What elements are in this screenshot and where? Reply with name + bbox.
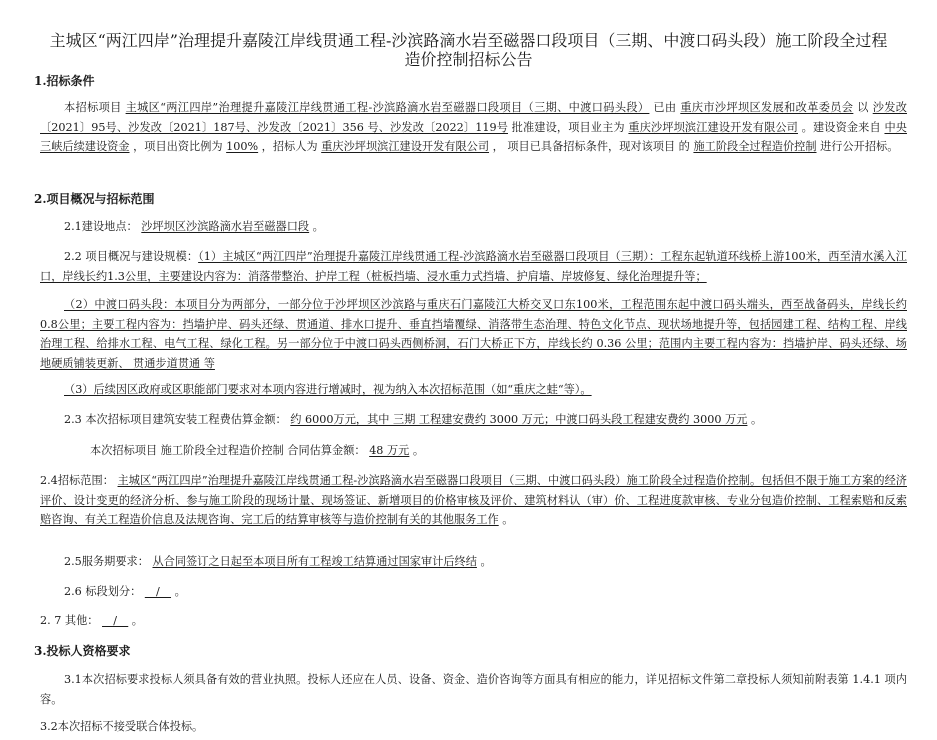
text: 进行公开招标。 — [816, 140, 899, 153]
lot-division — [64, 584, 186, 599]
funding-ratio: 100% — [226, 140, 259, 153]
project-name: 主城区“两江四岸”治理提升嘉陵江岸线贯通工程-沙滨路滴水岩至磁器口段项目（三期、中渡口码头段） — [125, 101, 650, 114]
section-2-heading — [34, 192, 155, 207]
text: 。建设资金来自 — [797, 120, 885, 134]
fund-source: 中央三峡后续建设资金 — [40, 120, 907, 153]
section-heading-text: 2.项目概况与招标范围 — [34, 192, 155, 206]
range-text: 主城区“两江四岸”治理提升嘉陵江岸线贯通工程-沙滨路滴水岩至磁器口段项目（三期、中渡口码头段）施工阶段全过程造价控制。包括但不限于施工方案的经济评价、设计变更的经济分析、参与施工阶段的现场计量、现场签证、新增项目的价格审核及评价、建筑材料认（审）价、工程进度款审核、专业分包造价控制、工程索赔和反索赔咨询、有关工程造价信息及法规咨询、完工后的结算审核等与造价控制有关的其他服务工作 — [40, 474, 907, 526]
label: 2. 7 其他： — [40, 614, 99, 627]
qualification-3-2: 3.2本次招标不接受联合体投标。 — [40, 720, 204, 733]
label: 2.6 标段划分： — [64, 585, 142, 598]
label: 2.5服务期要求： — [64, 555, 149, 568]
text: 。 — [409, 444, 425, 457]
text: 已由 — [649, 101, 681, 114]
qualification-3-1: 3.1本次招标要求投标人须具备有效的营业执照。投标人还应在人员、设备、资金、造价咨询等方面具有相应的能力，详见招标文件第二章投标人须知前附表第 1.4.1 项内容。 — [40, 673, 907, 706]
text: 批准建设，项目业主为 — [508, 120, 629, 134]
section-3-heading — [34, 644, 131, 659]
overview-text: （2）中渡口码头段：本项目分为两部分，一部分位于沙坪坝区沙滨路与重庆石门嘉陵江大桥交叉口东100米，工程范围东起中渡口码头端头，西至战备码头，岸线长约 0.8公里；主要工程内容为：挡墙护岸、码头还绿、贯通道、排水口提升、垂直挡墙覆绿、消落带生态治理、特色文化节点、现状场地提升等，包括园建工程、结构工程、岸线治理工程、给排水工程、电气工程、绿化工程。另一部分位于中渡口码头西侧桥洞，石门大桥正下方，岸线长约 0.36 公里；范围内主要工程内容为：挡墙护岸、码头还绿、场地硬质铺装更新、 贯通步道贯通 等 — [40, 298, 907, 370]
contract-estimate — [90, 443, 424, 458]
estimated-cost — [64, 412, 762, 427]
tenderer: 重庆沙坪坝滨江建设开发有限公司 — [321, 140, 490, 153]
label: 本次招标项目 施工阶段全过程造价控制 合同估算金额： — [90, 444, 366, 457]
overview-text: （3）后续因区政府或区职能部门要求对本项内容进行增减时，视为纳入本次招标范围（如“重庆之蛙“等）。 — [64, 383, 592, 396]
text: 。 — [747, 413, 763, 426]
project-overview-1 — [40, 247, 907, 286]
approval-documents: 沙发改〔2021〕95号、沙发改〔2021〕187号、沙发改〔2021〕356 号、沙发改〔2022〕119号 — [40, 101, 907, 134]
text: ， 项目已具备招标条件，现对该项目 的 — [489, 140, 694, 153]
project-overview-3 — [64, 382, 592, 397]
text: ，招标人为 — [258, 140, 322, 153]
text: 。 — [309, 220, 324, 233]
text: 以 — [853, 101, 873, 114]
label: 2.1建设地点： — [64, 220, 138, 233]
announcement-title-line-1: 主城区“两江四岸”治理提升嘉陵江岸线贯通工程-沙滨路滴水岩至磁器口段项目（三期、中渡口码头段）施工阶段全过程 — [49, 31, 888, 50]
section-heading-text: 3.投标人资格要求 — [34, 644, 131, 658]
location-value: 沙坪坝区沙滨路滴水岩至磁器口段 — [141, 220, 310, 233]
label: 2.4招标范围： — [40, 474, 114, 487]
label: 2.3 本次招标项目建筑安装工程费估算金额： — [64, 413, 287, 426]
project-overview-2 — [40, 295, 907, 373]
construction-location — [64, 219, 324, 234]
label: 2.2 项目概况与建设规模： — [64, 250, 199, 263]
period-text: 从合同签订之日起至本项目所有工程竣工结算通过国家审计后终结 — [152, 555, 477, 568]
text: 。 — [171, 585, 186, 598]
project-owner: 重庆沙坪坝滨江建设开发有限公司 — [628, 120, 798, 134]
text: 。 — [128, 614, 143, 627]
section-1-paragraph — [40, 98, 907, 157]
cost-value: 约 6000万元，其中 三期 工程建安费约 3000 万元；中渡口码头段工程建安费约 3000 万元 — [290, 413, 748, 426]
tender-scope: 施工阶段全过程造价控制 — [693, 140, 817, 153]
text: 。 — [498, 513, 514, 526]
lot-value: __/__ — [144, 585, 172, 598]
other-items — [40, 613, 143, 628]
section-heading-text: 1.招标条件 — [34, 74, 95, 88]
text: 本招标项目 — [64, 101, 126, 114]
tender-range — [40, 471, 907, 530]
announcement-title-line-2: 造价控制招标公告 — [404, 50, 533, 69]
section-1-heading — [34, 74, 95, 89]
other-value: __/__ — [102, 614, 129, 627]
overview-text: （1）主城区“两江四岸”治理提升嘉陵江岸线贯通工程-沙滨路滴水岩至磁器口段项目（三期）：工程东起轨道环线桥上游100米，西至清水溪入江口，岸线长约1.3公里，主要建设内容为：消落带整治、护岸工程（桩板挡墙、浸水重力式挡墙、护肩墙、岸坡修复、绿化治理提升等； — [40, 250, 907, 283]
service-period — [64, 554, 492, 569]
contract-value: 48 万元 — [369, 444, 410, 457]
approval-authority: 重庆市沙坪坝区发展和改革委员会 — [680, 101, 854, 114]
text: 。 — [476, 555, 492, 568]
text: ，项目出资比例为 — [129, 140, 227, 153]
